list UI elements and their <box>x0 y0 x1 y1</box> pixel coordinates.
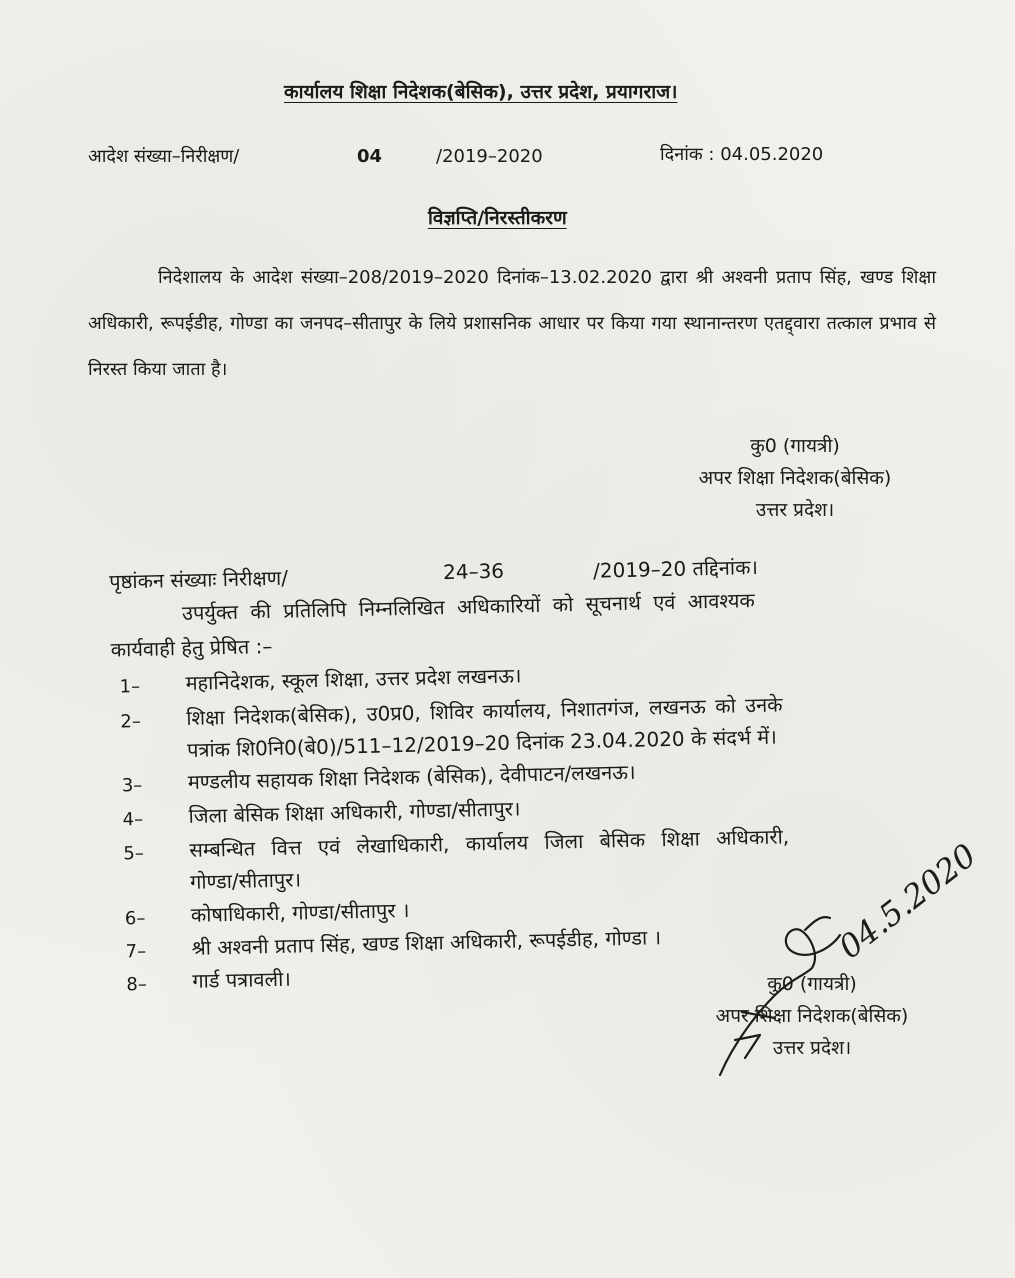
signatory-state: उत्तर प्रदेश। <box>755 499 835 521</box>
copy-number: 1– <box>119 676 141 698</box>
copy-number: 5– <box>123 842 145 865</box>
handwritten-date: 04.5.2020 <box>831 836 984 967</box>
endorsement-intro-line2: कार्यवाही हेतु प्रेषित :– <box>110 633 273 662</box>
copy-recipient: शिक्षा निदेशक(बेसिक), उ0प्र0, शिविर कार्यालय, निशातगंज, लखनऊ को उनके <box>186 692 783 730</box>
copy-number: 8– <box>126 973 148 996</box>
copy-recipient: गार्ड पत्रावली। <box>192 966 292 993</box>
office-title: कार्यालय शिक्षा निदेशक(बेसिक), उत्तर प्रदेश, प्रयागराज। <box>284 81 678 103</box>
signatory-name: कु0 (गायत्री) <box>767 973 857 995</box>
signatory-name: कु0 (गायत्री) <box>750 435 840 457</box>
signatory-designation: अपर शिक्षा निदेशक(बेसिक) <box>715 1005 909 1027</box>
order-number: 04 <box>357 146 383 167</box>
order-label: आदेश संख्या–निरीक्षण/ <box>88 146 240 167</box>
endorsement-year: /2019–20 तद्दिनांक। <box>592 554 759 583</box>
endorsement-label: पृष्ठांकन संख्याः निरीक्षण/ <box>108 565 289 594</box>
signatory-designation: अपर शिक्षा निदेशक(बेसिक) <box>698 467 892 489</box>
order-body-paragraph: निदेशालय के आदेश संख्या–208/2019–2020 दिनांक–13.02.2020 द्वारा श्री अश्वनी प्रताप सिंह, खण्ड शिक्षा अधिकारी, रूपईडीह, गोण्डा का जनपद–सीतापुर के लिये प्रशासनिक आधार पर किया गया स्थानान्तरण एतद्द्वारा तत्काल प्रभाव से निरस्त किया जाता है। <box>88 267 936 380</box>
copy-recipient: श्री अश्वनी प्रताप सिंह, खण्ड शिक्षा अधिकारी, रूपईडीह, गोण्डा । <box>191 925 662 960</box>
endorsement-number: 24–36 <box>442 558 505 585</box>
copy-recipient: सम्बन्धित वित्त एवं लेखाधिकारी, कार्यालय जिला बेसिक शिक्षा अधिकारी, <box>189 824 790 862</box>
copy-recipient: महानिदेशक, स्कूल शिक्षा, उत्तर प्रदेश लखनऊ। <box>185 663 522 695</box>
copy-number: 4– <box>122 808 144 831</box>
copy-recipient-continued: गोण्डा/सीतापुर। <box>189 867 302 894</box>
copy-number: 6– <box>124 907 146 930</box>
copy-recipient: मण्डलीय सहायक शिक्षा निदेशक (बेसिक), देवीपाटन/लखनऊ। <box>187 759 636 794</box>
order-date: दिनांक : 04.05.2020 <box>660 144 824 165</box>
copy-recipient: कोषाधिकारी, गोण्डा/सीतापुर । <box>190 897 410 927</box>
order-year: /2019–2020 <box>436 146 543 167</box>
copy-recipient-continued: पत्रांक शि0नि0(बे0)/511–12/2019–20 दिनांक 23.04.2020 के संदर्भ में। <box>186 724 778 762</box>
copy-recipient: जिला बेसिक शिक्षा अधिकारी, गोण्डा/सीतापुर। <box>188 796 521 828</box>
copy-number: 2– <box>120 710 142 733</box>
endorsement-intro-line1: उपर्युक्त की प्रतिलिपि निम्नलिखित अधिकारियों को सूचनार्थ एवं आवश्यक <box>181 588 756 626</box>
copy-number: 3– <box>121 774 143 797</box>
signatory-state: उत्तर प्रदेश। <box>772 1037 852 1059</box>
subject-heading: विज्ञप्ति/निरस्तीकरण <box>428 207 567 229</box>
copy-number: 7– <box>125 940 147 963</box>
